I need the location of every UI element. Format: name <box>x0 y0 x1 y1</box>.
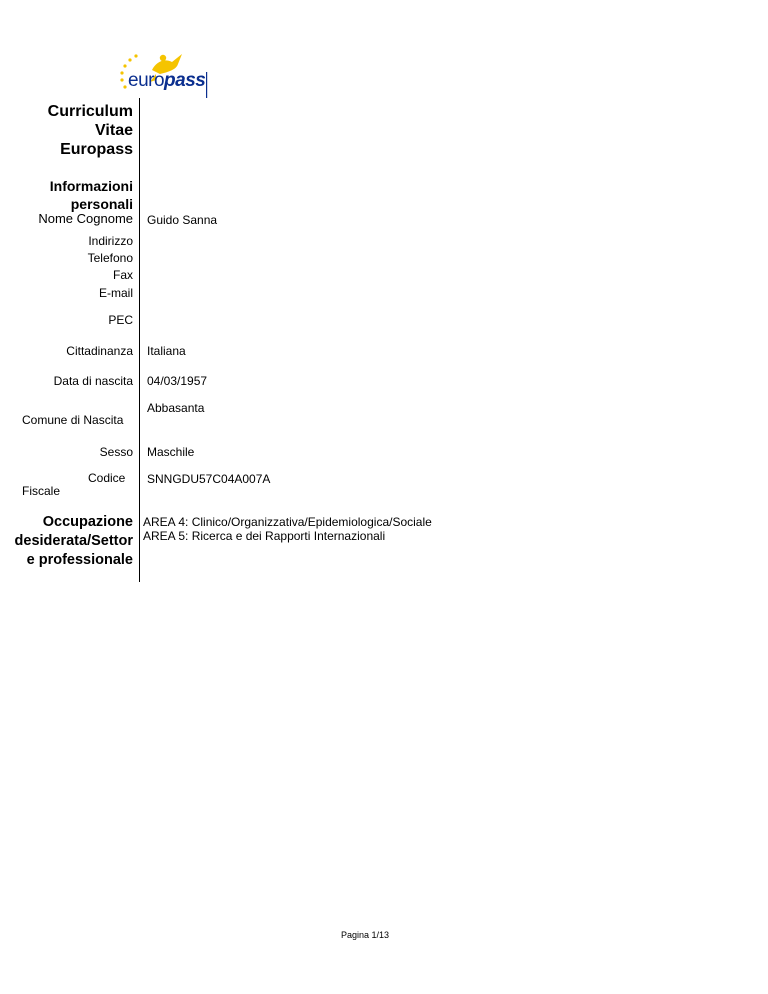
value-comune-nascita: Abbasanta <box>147 401 205 415</box>
label-fax: Fax <box>112 268 133 282</box>
column-divider <box>139 98 140 582</box>
value-occupazione-area4: AREA 4: Clinico/Organizzativa/Epidemiologica/Sociale <box>143 515 432 529</box>
value-nome-cognome: Guido Sanna <box>147 213 218 227</box>
label-pec: PEC <box>108 313 133 327</box>
label-codice-fiscale-line2: Fiscale <box>22 484 61 498</box>
value-occupazione-area5: AREA 5: Ricerca e dei Rapporti Internazionali <box>143 529 386 543</box>
section-occupazione: Occupazione desiderata/Settor e professionale <box>14 514 133 568</box>
value-data-nascita: 04/03/1957 <box>147 374 208 388</box>
value-sesso: Maschile <box>147 445 195 459</box>
page-number: Pagina 1/13 <box>341 930 390 940</box>
value-cittadinanza: Italiana <box>147 344 186 358</box>
label-data-nascita: Data di nascita <box>53 374 133 388</box>
label-comune-nascita: Comune di Nascita <box>22 413 124 427</box>
label-cittadinanza: Cittadinanza <box>66 344 133 358</box>
label-codice-fiscale-line1: Codice <box>88 471 126 485</box>
value-codice-fiscale: SNNGDU57C04A007A <box>147 472 271 486</box>
label-nome-cognome: Nome Cognome <box>38 211 133 226</box>
label-indirizzo: Indirizzo <box>88 234 133 248</box>
section-personal-info: Informazioni personali <box>49 178 133 212</box>
europass-logo-text: europass <box>128 70 206 91</box>
label-telefono: Telefono <box>87 251 133 265</box>
label-email: E-mail <box>98 286 133 300</box>
label-sesso: Sesso <box>99 445 133 459</box>
cv-title: Curriculum Vitae Europass <box>47 103 133 158</box>
